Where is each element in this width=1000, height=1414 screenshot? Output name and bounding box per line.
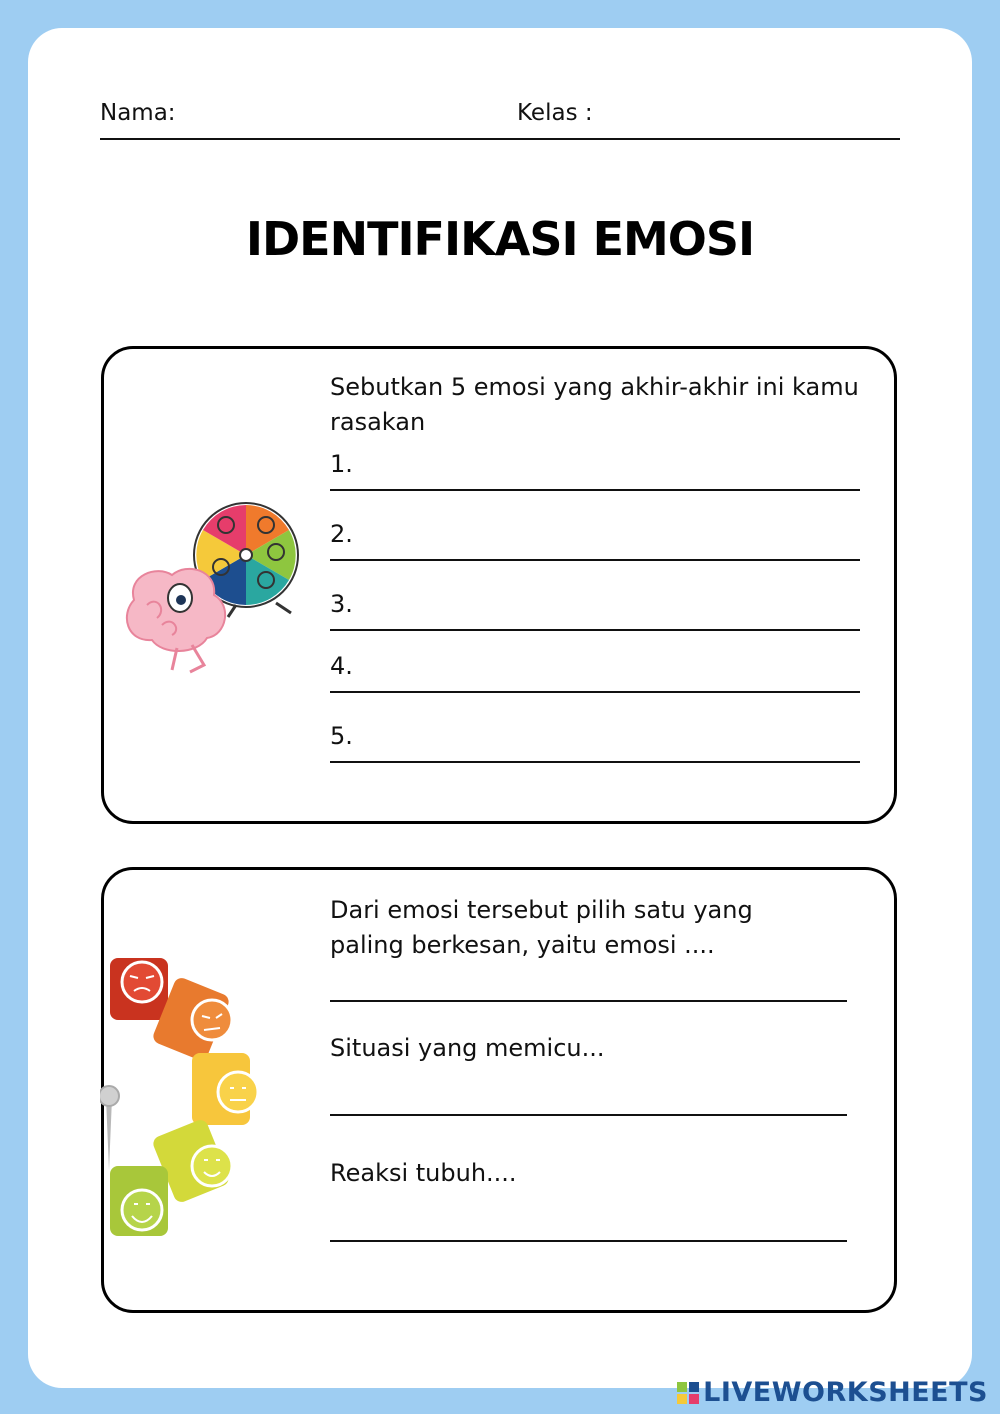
body-reaction-line[interactable] xyxy=(330,1240,847,1242)
list-number: 2. xyxy=(330,520,353,548)
body-reaction-prompt: Reaksi tubuh.... xyxy=(330,1159,517,1187)
choose-emotion-prompt: Dari emosi tersebut pilih satu yang paling berkesan, yaitu emosi .... xyxy=(330,896,753,959)
logo-mark-icon xyxy=(677,1382,699,1404)
list-number: 3. xyxy=(330,590,353,618)
list-number: 5. xyxy=(330,722,353,750)
list-number: 4. xyxy=(330,652,353,680)
chosen-emotion-line[interactable] xyxy=(330,1000,847,1002)
answer-line-4[interactable] xyxy=(330,691,860,693)
class-label: Kelas : xyxy=(517,100,593,126)
brand-name: LIVEWORKSHEETS xyxy=(703,1377,988,1408)
list-number: 1. xyxy=(330,450,353,478)
emotion-meter-illustration xyxy=(100,948,275,1243)
answer-line-1[interactable] xyxy=(330,489,860,491)
name-label: Nama: xyxy=(100,100,176,126)
list-prompt: Sebutkan 5 emosi yang akhir-akhir ini kamu rasakan xyxy=(330,373,859,436)
brain-wheel-illustration xyxy=(122,500,312,675)
answer-line-2[interactable] xyxy=(330,559,860,561)
page-title: IDENTIFIKASI EMOSI xyxy=(245,212,755,266)
answer-line-5[interactable] xyxy=(330,761,860,763)
trigger-situation-prompt: Situasi yang memicu... xyxy=(330,1034,605,1062)
liveworksheets-logo xyxy=(677,1377,988,1408)
answer-line-3[interactable] xyxy=(330,629,860,631)
name-class-line[interactable] xyxy=(100,138,900,140)
trigger-situation-line[interactable] xyxy=(330,1114,847,1116)
